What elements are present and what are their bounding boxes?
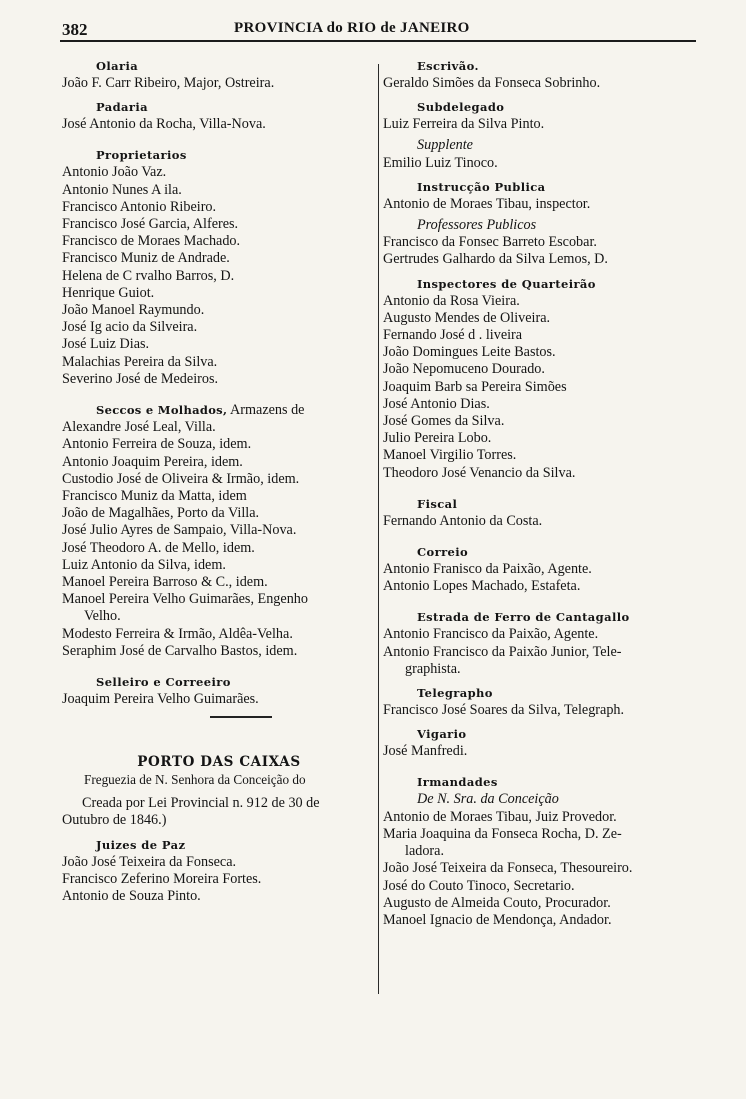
- entry-line: Antonio Francisco da Paixão, Agente.: [383, 626, 599, 643]
- entry-line: Seraphim José de Carvalho Bastos, idem.: [62, 642, 298, 659]
- section-juizes-de-paz: [62, 837, 376, 906]
- page-number: 382: [62, 20, 88, 39]
- section-heading: Subdelegado: [417, 100, 505, 115]
- section-heading-row: [62, 402, 376, 419]
- section-heading: Irmandades: [417, 775, 498, 790]
- section-irmandades: [383, 774, 695, 929]
- entry-line: João F. Carr Ribeiro, Major, Ostreira.: [62, 75, 275, 91]
- entry-line: Antonio João Vaz.: [62, 164, 167, 181]
- entry-line: José Julio Ayres de Sampaio, Villa-Nova.: [62, 522, 297, 539]
- entry-line: Custodio José de Oliveira & Irmão, idem.: [62, 470, 300, 487]
- entry-line: Francisco José Garcia, Alferes.: [62, 216, 239, 233]
- section-heading: Juizes de Paz: [96, 837, 186, 852]
- entry-line: graphista.: [405, 660, 461, 677]
- entry-line: Julio Pereira Lobo.: [383, 430, 492, 447]
- entry-line: Geraldo Simões da Fonseca Sobrinho.: [383, 75, 601, 91]
- entry-line: Antonio Lopes Machado, Estafeta.: [383, 578, 581, 595]
- section-heading: Selleiro e Correeiro: [96, 675, 231, 690]
- entry-line: Francisco Zeferino Moreira Fortes.: [62, 870, 262, 887]
- section-fiscal: [383, 496, 695, 530]
- section-heading: Inspectores de Quarteirão: [417, 276, 596, 291]
- entry-line: João de Magalhães, Porto da Villa.: [62, 505, 260, 522]
- entry-line: Manoel Pereira Barroso & C., idem.: [62, 574, 268, 591]
- section-telegrapho: [383, 685, 695, 719]
- entry-line: Severino José de Medeiros.: [62, 370, 219, 387]
- entry-line: Francisco José Soares da Silva, Telegraph.: [383, 702, 625, 719]
- entry-line: Luiz Ferreira da Silva Pinto.: [383, 116, 545, 133]
- section-olaria: [62, 58, 376, 92]
- section-heading: Fiscal: [417, 496, 458, 511]
- entry-line: Francisco Muniz da Matta, idem: [62, 488, 247, 505]
- entry-line: Helena de C rvalho Barros, D.: [62, 267, 235, 284]
- section-heading: Padaria: [96, 100, 148, 115]
- entry-line: Francisco de Moraes Machado.: [62, 233, 241, 250]
- section-correio: [383, 544, 695, 595]
- section-heading: Instrucção Publica: [417, 179, 546, 194]
- entry-line: Francisco Muniz de Andrade.: [62, 250, 230, 267]
- section-instrucao-publica: [383, 179, 695, 269]
- entry-line: José Antonio da Rocha, Villa-Nova.: [62, 116, 266, 133]
- entry-line: Augusto Mendes de Oliveira.: [383, 309, 551, 326]
- section-heading: Olaria: [96, 59, 139, 73]
- entry-line: Alexandre José Leal, Villa.: [62, 419, 216, 436]
- section-heading: Telegrapho: [417, 686, 493, 701]
- left-column: [62, 58, 376, 905]
- creada-line: Outubro de 1846.): [62, 812, 167, 829]
- subheading: Professores Publicos: [417, 217, 537, 234]
- section-porto-das-caixas: [62, 754, 376, 830]
- entry-line: Antonio Ferreira de Souza, idem.: [62, 436, 252, 453]
- entry-line: José Manfredi.: [383, 743, 468, 760]
- entry-line: João Nepomuceno Dourado.: [383, 361, 545, 378]
- entry-line: Francisco Antonio Ribeiro.: [62, 198, 217, 215]
- section-heading: Seccos e Molhados,: [96, 403, 228, 418]
- section-seccos-molhados: [62, 402, 376, 660]
- entry-line: José Ig acio da Silveira.: [62, 319, 198, 336]
- entry-line: José Gomes da Silva.: [383, 413, 505, 430]
- entry-line: Modesto Ferreira & Irmão, Aldêa-Velha.: [62, 625, 293, 642]
- entry-line: Antonio de Moraes Tibau, inspector.: [383, 195, 591, 212]
- section-estrada-de-ferro: [383, 609, 695, 678]
- entry-line: Fernando Antonio da Costa.: [383, 512, 543, 529]
- entry-line: Manoel Virgilio Torres.: [383, 447, 517, 464]
- freguezia-line: Freguezia de N. Senhora da Conceição do: [84, 772, 306, 787]
- locality-title: PORTO DAS CAIXAS: [137, 753, 301, 770]
- section-subdelegado: [383, 99, 695, 172]
- entry-line: Antonio de Souza Pinto.: [62, 888, 201, 905]
- column-divider: [378, 64, 379, 994]
- section-heading-rest: Armazens de: [230, 402, 305, 419]
- entry-line: Luiz Antonio da Silva, idem.: [62, 556, 226, 573]
- section-padaria: [62, 99, 376, 133]
- entry-line: José Luiz Dias.: [62, 336, 150, 353]
- running-title: PROVINCIA do RIO de JANEIRO: [234, 20, 470, 36]
- entry-line: Manoel Ignacio de Mendonça, Andador.: [383, 911, 612, 928]
- section-heading: Vigario: [417, 727, 467, 742]
- right-column: [383, 58, 695, 929]
- subheading: Supplente: [417, 137, 473, 154]
- entry-line: José do Couto Tinoco, Secretario.: [383, 877, 575, 894]
- entry-line: Maria Joaquina da Fonseca Rocha, D. Ze-: [383, 825, 622, 842]
- entry-line: João Manoel Raymundo.: [62, 302, 205, 319]
- entry-line: Antonio Francisco da Paixão Junior, Tele-: [383, 643, 622, 660]
- entry-line: Manoel Pereira Velho Guimarães, Engenho: [62, 591, 308, 608]
- entry-line: Antonio de Moraes Tibau, Juiz Provedor.: [383, 808, 617, 825]
- entry-line: João José Teixeira da Fonseca, Thesoureiro.: [383, 860, 633, 877]
- entry-line: Joaquim Barb sa Pereira Simões: [383, 378, 567, 395]
- entry-line: Fernando José d . liveira: [383, 327, 523, 344]
- section-heading: Proprietarios: [96, 148, 187, 163]
- entry-line: Gertrudes Galhardo da Silva Lemos, D.: [383, 251, 608, 268]
- entry-line: Francisco da Fonsec Barreto Escobar.: [383, 234, 597, 251]
- entry-line: José Antonio Dias.: [383, 395, 490, 412]
- entry-line: João Domingues Leite Bastos.: [383, 344, 556, 361]
- entry-line: Joaquim Pereira Velho Guimarães.: [62, 691, 259, 708]
- entry-line: Henrique Guiot.: [62, 284, 155, 301]
- entry-line: José Theodoro A. de Mello, idem.: [62, 539, 255, 556]
- creada-line: Creada por Lei Provincial n. 912 de 30 de: [82, 795, 320, 812]
- entry-line: Theodoro José Venancio da Silva.: [383, 464, 576, 481]
- entry-line: Antonio da Rosa Vieira.: [383, 292, 520, 309]
- entry-line: Augusto de Almeida Couto, Procurador.: [383, 894, 611, 911]
- section-escrivao: [383, 58, 695, 92]
- entry-line: Malachias Pereira da Silva.: [62, 353, 218, 370]
- entry-line: Antonio Franisco da Paixão, Agente.: [383, 561, 592, 578]
- page-header: [62, 18, 694, 42]
- header-rule: [60, 40, 696, 42]
- entry-line: João José Teixeira da Fonseca.: [62, 853, 237, 870]
- section-heading: Estrada de Ferro de Cantagallo: [417, 610, 630, 625]
- section-vigario: [383, 726, 695, 760]
- section-inspectores: [383, 276, 695, 482]
- entry-line: Antonio Joaquim Pereira, idem.: [62, 453, 243, 470]
- section-proprietarios: [62, 147, 376, 388]
- entry-line: Antonio Nunes A ila.: [62, 181, 182, 198]
- entry-line: Velho.: [84, 608, 121, 625]
- section-heading: Correio: [417, 545, 469, 560]
- section-selleiro: [62, 674, 376, 708]
- section-heading: Escrivão.: [417, 59, 479, 73]
- subheading: De N. Sra. da Conceição: [417, 791, 559, 808]
- entry-line: ladora.: [405, 843, 444, 860]
- entry-line: Emilio Luiz Tinoco.: [383, 154, 498, 171]
